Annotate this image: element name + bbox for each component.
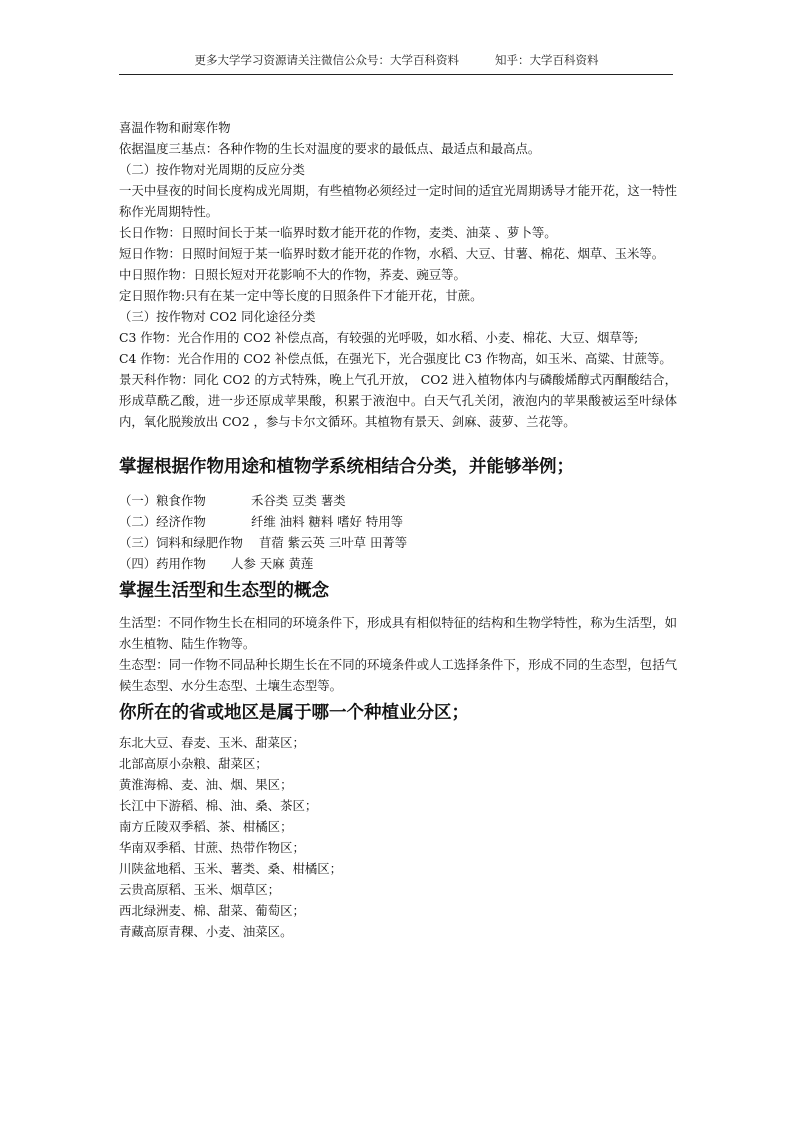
section-life-form [119, 612, 677, 696]
paragraph: 一天中昼夜的时间长度构成光周期，有些植物必须经过一定时间的适宜光周期诱导才能开花，这一特性称作光周期特性。 [119, 183, 677, 219]
region-item: 青藏高原青稞、小麦、油菜区。 [119, 924, 293, 939]
region-item: 长江中下游稻、棉、油、桑、茶区； [119, 798, 318, 813]
paragraph: 定日照作物:只有在某一定中等长度的日照条件下才能开花，甘蔗。 [119, 288, 483, 303]
region-list [119, 732, 677, 942]
header-right-text: 知乎：大学百科资料 [495, 53, 599, 67]
document-body [119, 117, 677, 942]
paragraph: C3 作物：光合作用的 CO2 补偿点高，有较强的光呼吸，如水稻、小麦、棉花、大豆、烟草等; [119, 330, 639, 345]
category-row [119, 532, 677, 553]
paragraph: 景天科作物：同化 CO2 的方式特殊，晚上气孔开放， CO2 进入植物体内与磷酸烯醇式丙酮酸结合，形成草酰乙酸，进一步还原成苹果酸，积累于液泡中。白天气孔关闭，液泡内的苹果酸被运至叶绿体内，氧化脱羧放出 CO2 ，参与卡尔文循环。其植物有景天、剑麻、菠萝、兰花等。 [119, 372, 677, 429]
category-label: （三）饲料和绿肥作物 [119, 535, 243, 550]
paragraph: 依据温度三基点：各种作物的生长对温度的要求的最低点、最适点和最高点。 [119, 141, 541, 156]
section-crop-classification [119, 117, 677, 432]
region-item: 云贵高原稻、玉米、烟草区； [119, 882, 281, 897]
region-item: 南方丘陵双季稻、茶、柑橘区； [119, 819, 293, 834]
paragraph: 短日作物：日照时间短于某一临界时数才能开花的作物，水稻、大豆、甘薯、棉花、烟草、玉米等。 [119, 246, 665, 261]
category-label: （二）经济作物 [119, 514, 206, 529]
paragraph: 中日照作物：日照长短对开花影响不大的作物，荞麦、豌豆等。 [119, 267, 466, 282]
category-row [119, 511, 677, 532]
category-label: （一）粮食作物 [119, 493, 206, 508]
region-item: 西北绿洲麦、棉、甜菜、葡萄区； [119, 903, 305, 918]
region-item: 北部高原小杂粮、甜菜区； [119, 756, 268, 771]
category-examples: 纤维 油料 糖料 嗜好 特用等 [251, 514, 404, 529]
paragraph: 生活型：不同作物生长在相同的环境条件下，形成具有相似特征的结构和生物学特性，称为生活型，如水生植物、陆生作物等。 [119, 615, 677, 651]
region-item: 黄淮海棉、麦、油、烟、果区； [119, 777, 293, 792]
category-row [119, 490, 677, 511]
category-row [119, 553, 677, 574]
paragraph: 长日作物：日照时间长于某一临界时数才能开花的作物，麦类、油菜 、萝卜等。 [119, 225, 557, 240]
category-examples: 禾谷类 豆类 薯类 [251, 493, 346, 508]
category-examples: 苜蓿 紫云英 三叶草 田菁等 [259, 535, 408, 550]
category-list [119, 490, 677, 574]
category-label: （四）药用作物 [119, 556, 206, 571]
section-heading-usage-classification: 掌握根据作物用途和植物学系统相结合分类，并能够举例； [119, 457, 574, 477]
paragraph: （三）按作物对 CO2 同化途径分类 [119, 309, 316, 324]
paragraph: 喜温作物和耐寒作物 [119, 120, 231, 135]
region-item: 华南双季稻、甘蔗、热带作物区； [119, 840, 305, 855]
paragraph: 生态型：同一作物不同品种长期生长在不同的环境条件或人工选择条件下，形成不同的生态型，包括气候生态型、水分生态型、土壤生态型等。 [119, 657, 677, 693]
paragraph: C4 作物：光合作用的 CO2 补偿点低，在强光下，光合强度比 C3 作物高，如玉米、高粱、甘蔗等。 [119, 351, 672, 366]
paragraph: （二）按作物对光周期的反应分类 [119, 162, 305, 177]
page-header [120, 52, 673, 72]
section-heading-planting-regions: 你所在的省或地区是属于哪一个种植业分区； [119, 703, 469, 723]
section-heading-life-form: 掌握生活型和生态型的概念 [119, 581, 329, 601]
region-item: 川陕盆地稻、玉米、薯类、桑、柑橘区； [119, 861, 343, 876]
region-item: 东北大豆、春麦、玉米、甜菜区； [119, 735, 305, 750]
category-examples: 人参 天麻 黄莲 [231, 556, 314, 571]
header-divider [119, 74, 673, 75]
header-left-text: 更多大学学习资源请关注微信公众号：大学百科资料 [194, 53, 459, 67]
